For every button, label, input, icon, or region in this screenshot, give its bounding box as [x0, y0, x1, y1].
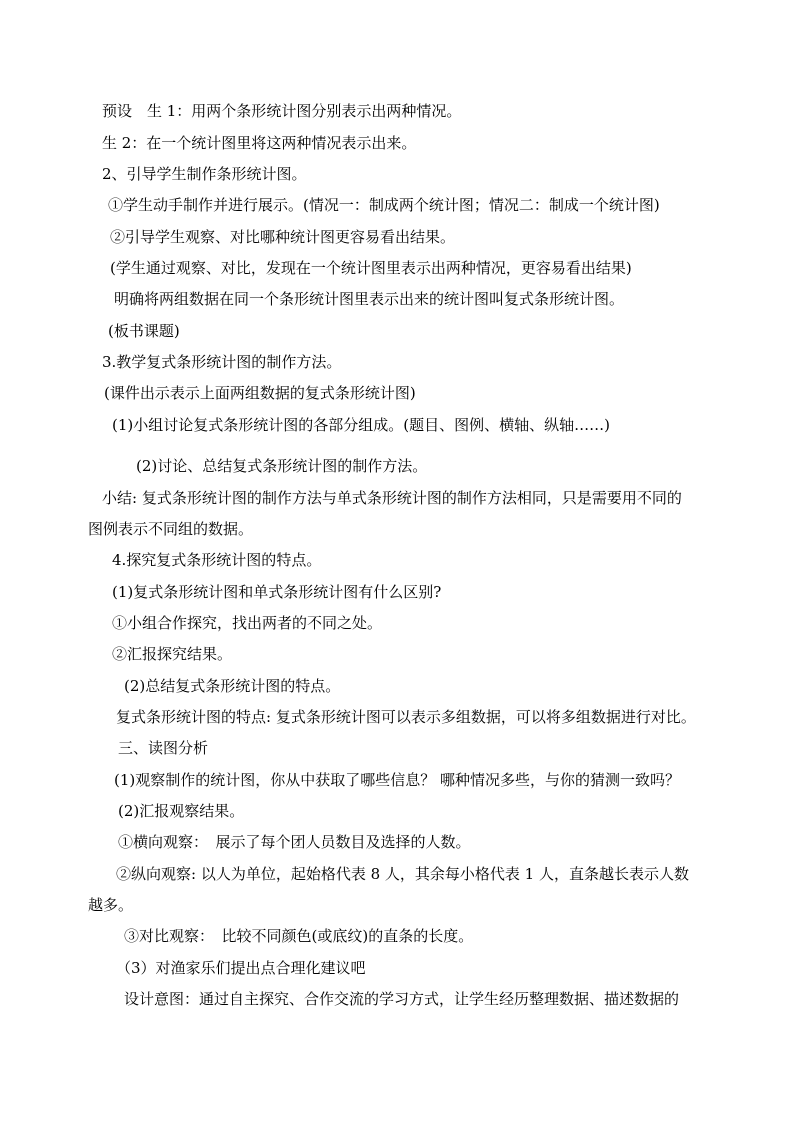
- text-line: (1)复式条形统计图和单式条形统计图有什么区别?: [112, 583, 442, 601]
- text-line: ①学生动手制作并进行展示。(情况一：制成两个统计图；情况二：制成一个统计图): [108, 196, 660, 214]
- text-line: (1)小组讨论复式条形统计图的各部分组成。(题目、图例、横轴、纵轴……): [112, 416, 610, 434]
- text-line: (学生通过观察、对比，发现在一个统计图里表示出两种情况，更容易看出结果): [110, 259, 632, 277]
- text-line: （3）对渔家乐们提出点合理化建议吧: [116, 959, 366, 977]
- text-line: ②引导学生观察、对比哪种统计图更容易看出结果。: [110, 228, 456, 246]
- text-line: 图例表示不同组的数据。: [88, 520, 254, 538]
- text-line: 生 2：在一个统计图里将这两种情况表示出来。: [102, 134, 417, 152]
- text-line: (2)汇报观察结果。: [118, 802, 245, 820]
- text-line: ②纵向观察: 以人为单位，起始格代表 8 人，其余每小格代表 1 人，直条越长表示人数: [116, 865, 689, 883]
- text-line: 3.教学复式条形统计图的制作方法。: [102, 353, 342, 371]
- text-line: 越多。: [88, 896, 134, 914]
- text-line: 2、引导学生制作条形统计图。: [102, 165, 307, 183]
- text-line: 三、读图分析: [118, 739, 209, 757]
- text-line: 4.探究复式条形统计图的特点。: [112, 551, 322, 569]
- text-line: ①小组合作探究，找出两者的不同之处。: [112, 614, 383, 632]
- text-line: ③对比观察： 比较不同颜色(或底纹)的直条的长度。: [124, 927, 474, 945]
- text-line: ②汇报探究结果。: [112, 645, 233, 663]
- text-line: (课件出示表示上面两组数据的复式条形统计图): [104, 384, 416, 402]
- text-line: (1)观察制作的统计图，你从中获取了哪些信息？ 哪种情况多些，与你的猜测一致吗？: [114, 771, 681, 789]
- text-line: (2)讨论、总结复式条形统计图的制作方法。: [136, 457, 428, 475]
- text-line: (2)总结复式条形统计图的特点。: [124, 677, 341, 695]
- text-line: 明确将两组数据在同一个条形统计图里表示出来的统计图叫复式条形统计图。: [114, 290, 625, 308]
- text-line: 复式条形统计图的特点: 复式条形统计图可以表示多组数据，可以将多组数据进行对比。: [116, 708, 696, 726]
- text-line: (板书课题): [108, 322, 180, 340]
- text-line: 预设 生 1：用两个条形统计图分别表示出两种情况。: [102, 102, 462, 120]
- text-line: 小结: 复式条形统计图的制作方法与单式条形统计图的制作方法相同，只是需要用不同的: [102, 489, 682, 507]
- text-line: 设计意图：通过自主探究、合作交流的学习方式，让学生经历整理数据、描述数据的: [124, 990, 680, 1008]
- text-line: ①横向观察： 展示了每个团人员数目及选择的人数。: [118, 833, 471, 851]
